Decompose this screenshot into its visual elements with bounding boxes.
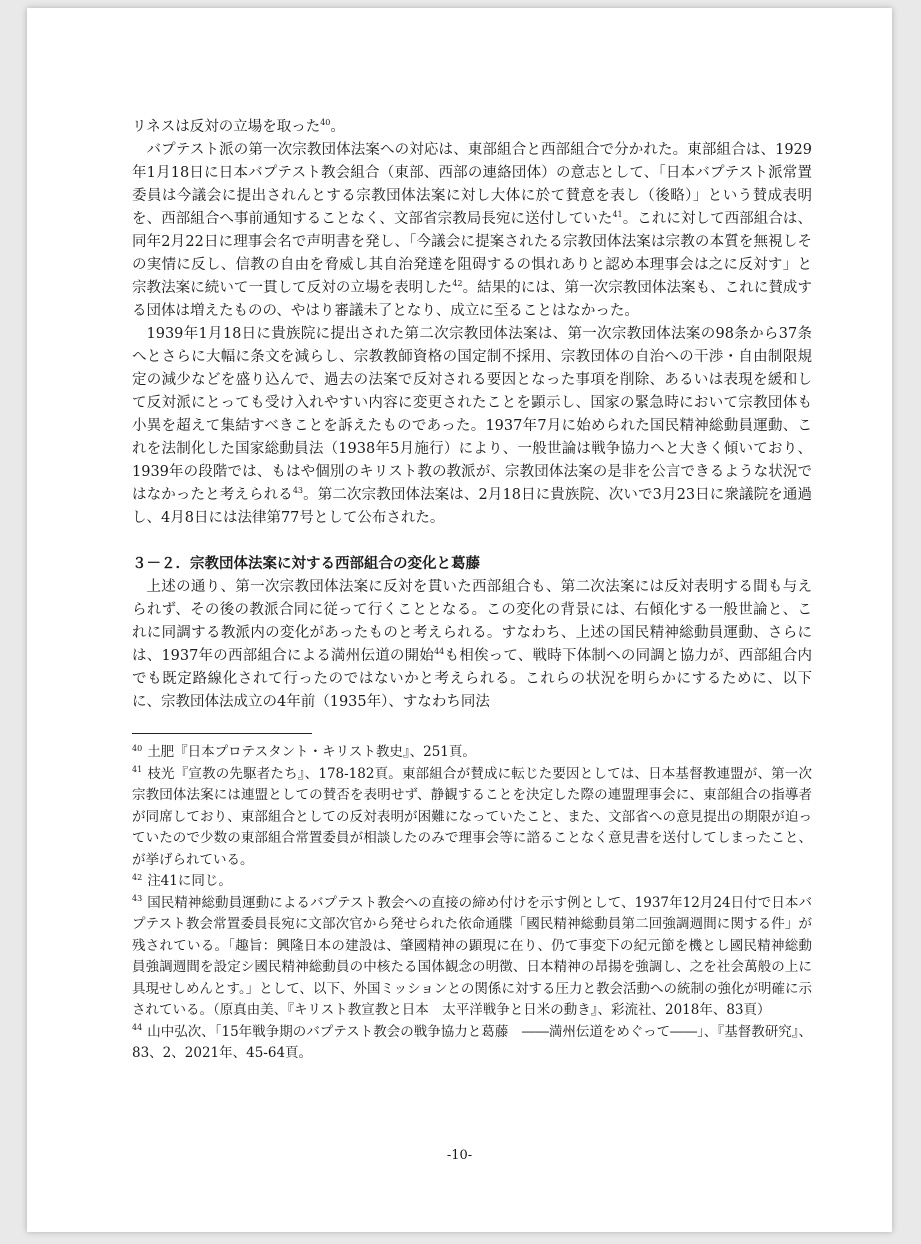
paragraph-3-text-a: 1939年1月18日に貴族院に提出された第二次宗教団体法案は、第一次宗教団体法案の98条から37条へとさらに大幅に条文を減らし、宗教教師資格の国定制不採用、宗教団体の自治への干渉・自由制限規定の減少などを盛り込んで、過去の法案で反対される要因となった事項を削除、あるいは表現を緩和して反対派にとっても受け入れやすい内容に変更されたことを顕示し、国家の緊急時において宗教団体も小異を超えて集結すべきことを訴えたものであった。1937年7月に始められた国民精神総動員運動、これを法制化した国家総動員法（1938年5月施行）により、一般世論は戦争協力へと大きく傾いており、1939年の段階では、もはや個別のキリスト教の教派が、宗教団体法案の是非を公言できるような状況ではなかったと考えられる [132, 326, 812, 503]
body-text [132, 116, 812, 530]
document-page [27, 8, 892, 1232]
footnote-ref-40[interactable]: 40 [320, 118, 331, 128]
footnote-divider [132, 733, 312, 734]
paragraph-1-text: リネスは反対の立場を取った [132, 119, 321, 135]
footnote-number: 40 [132, 743, 143, 753]
paragraph-2-text-c: 。結果的には、第一次宗教団体法案も、これに賛成する団体は増えたものの、やはり審議未了となり、成立に至ることはなかった。 [132, 280, 812, 319]
paragraph-2-text-a: バプテスト派の第一次宗教団体法案への対応は、東部組合と西部組合で分かれた。東部組合は、1929年1月18日に日本バプテスト教会組合（東部、西部の連絡団体）の意志として、「日本バプテスト派常置委員は今議会に提出されんとする宗教団体法案に対し大体に於て賛意を表し（後略）」という賛成表明を、西部組合へ事前通知することなく、文部省宗教局長宛に送付していた [132, 142, 812, 227]
footnote-43 [132, 893, 812, 1022]
section-heading: ３－２．宗教団体法案に対する西部組合の変化と葛藤 [132, 556, 480, 572]
footnote-number: 42 [132, 872, 143, 882]
paragraph-1-end: 。 [330, 119, 345, 135]
footnote-ref-44[interactable]: 44 [434, 647, 445, 657]
footnote-41 [132, 764, 812, 872]
footnote-ref-42[interactable]: 42 [452, 279, 463, 289]
footnote-number: 43 [132, 894, 143, 903]
footnote-text: 枝光『宣教の先駆者たち』、178-182頁。東部組合が賛成に転じた要因としては、日本基督教連盟が、第一次宗教団体法案には連盟としての賛否を表明せず、静観することを決定した際の連盟理事会に、東部組合の指導者が同席しており、東部組合としての反対表明が困難になっていたこと、また、文部省への意見提出の期限が迫っていたので少数の東部組合常置委員が相談したのみで理事会等に諮ることなく意見書を送付してしまったこと、が挙げられている。 [132, 765, 812, 868]
footnote-40 [132, 742, 812, 764]
footnote-number: 44 [132, 1023, 143, 1032]
page-content [132, 116, 812, 1065]
footnote-text: 注41に同じ。 [147, 873, 232, 889]
paragraph-3 [132, 323, 812, 530]
footnote-ref-41[interactable]: 41 [612, 210, 623, 220]
footnote-number: 41 [132, 765, 143, 774]
footnote-ref-43[interactable]: 43 [292, 486, 303, 496]
body-text-2 [132, 576, 812, 714]
footnote-text: 山中弘次、「15年戦争期のバプテスト教会の戦争協力と葛藤 ――満州伝道をめぐって――」、『基督教研究』、83、2、2021年、45-64頁。 [132, 1023, 812, 1061]
paragraph-3-text-b: 。第二次宗教団体法案は、2月18日に貴族院、次いで3月23日に衆議院を通過し、4月8日には法律第77号として公布された。 [132, 487, 812, 526]
page-number: -10- [446, 1148, 473, 1163]
footnote-text: 土肥『日本プロテスタント・キリスト教史』、251頁。 [147, 744, 476, 760]
paragraph-4-text-b: も相俟って、戦時下体制への同調と協力が、西部組合内でも既定路線化されて行ったのではないかと考えられる。これらの状況を明らかにするために、以下に、宗教団体法成立の4年前（1935年）、すなわち同法 [132, 648, 812, 710]
footnotes [132, 742, 812, 1065]
footnote-44 [132, 1022, 812, 1065]
paragraph-2-text-b: 。これに対して西部組合は、同年2月22日に理事会名で声明書を発し、「今議会に提案されたる宗教団体法案は宗教の本質を無視しその実情に反し、信教の自由を脅威し其自治発達を阻碍するの惧れありと認め本理事会は之に反対す」と宗教法案に続いて一貫して反対の立場を表明した [132, 211, 812, 296]
paragraph-4-text-a: 上述の通り、第一次宗教団体法案に反対を貫いた西部組合も、第二次法案には反対表明する間も与えられず、その後の教派合同に従って行くこととなる。この変化の背景には、右傾化する一般世論と、これに同調する教派内の変化があったものと考えられる。すなわち、上述の国民精神総動員運動、さらには、1937年の西部組合による満州伝道の開始 [132, 579, 812, 664]
footnote-42 [132, 871, 812, 893]
paragraph-2 [132, 139, 812, 323]
footnote-text: 国民精神総動員運動によるバプテスト教会への直接の締め付けを示す例として、1937年12月24日付で日本バプテスト教会常置委員長宛に文部次官から発せられた依命通牒「國民精神総動員第二回強調週間に関する件」が残されている。「趣旨：興隆日本の建設は、肇國精神の顕現に在り、仍て事変下の紀元節を機とし國民精神総動員強調週間を設定シ國民精神総動員の中核たる国体観念の明徴、日本精神の昂揚を強調し、之を社会萬般の上に具現せしめんとす。」として、以下、外国ミッションとの関係に対する圧力と教会活動への統制の強化が明確に示されている。（原真由美、『キリスト教宣教と日本 太平洋戦争と日米の動き』、彩流社、2018年、83頁） [132, 894, 812, 1018]
paragraph-1 [132, 116, 812, 139]
paragraph-4 [132, 576, 812, 714]
